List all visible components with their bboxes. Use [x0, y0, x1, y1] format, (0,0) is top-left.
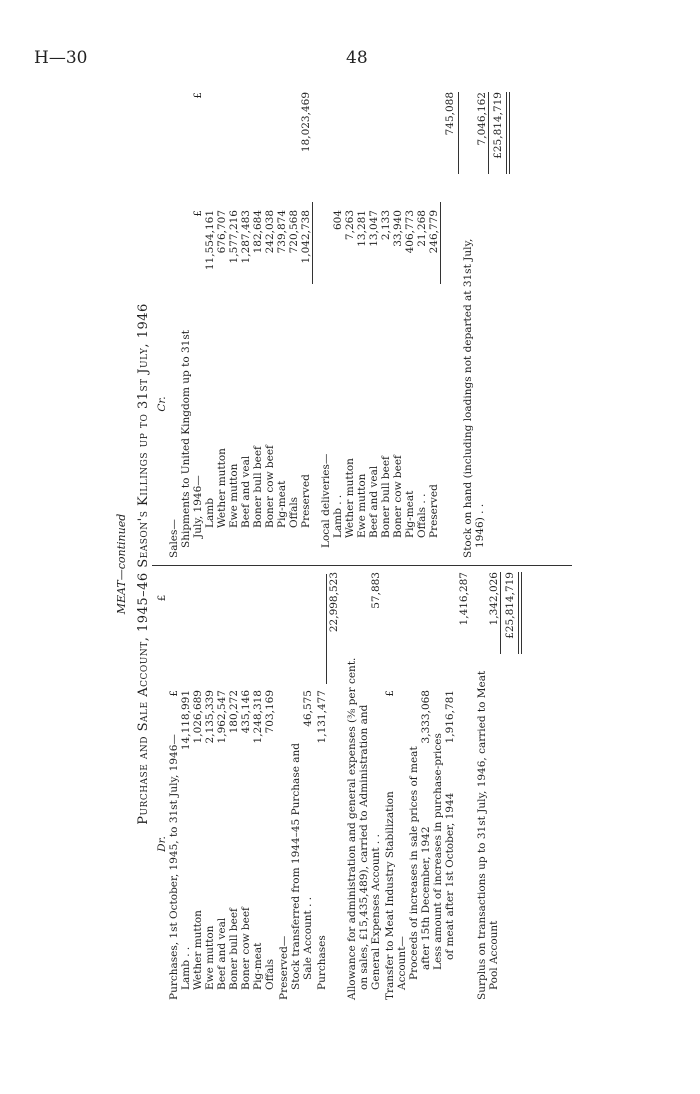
- cr-stock: Stock on hand (including loadings not departed at 31st July,: [462, 238, 474, 558]
- rule: [500, 572, 501, 654]
- dr-item-label: Boner bull beef: [228, 908, 240, 990]
- dr-purchases-heading: Purchases, 1st October, 1945, to 31st July, 1946—: [168, 734, 180, 1000]
- rule: [312, 202, 313, 284]
- cr-shipments-total: 18,023,469: [300, 92, 312, 153]
- cr-ship-label: Boner cow beef: [264, 445, 276, 528]
- cr-ship-label: Ewe mutton: [228, 463, 240, 528]
- dr-less: Less amount of increases in purchase-prices: [432, 733, 444, 970]
- cr-local-label: Pig-meat: [404, 490, 416, 538]
- cr-local-amount: 2,133: [380, 210, 392, 241]
- cr-label: Cr.: [156, 396, 168, 412]
- cr-ship-amount: 242,038: [264, 210, 276, 254]
- cr-local-label: Ewe mutton: [356, 473, 368, 538]
- cr-ship-amount: 11,554,161: [204, 210, 216, 271]
- cr-total: £25,814,719: [492, 92, 504, 159]
- dr-less-cont: of meat after 1st October, 1944: [444, 792, 456, 960]
- dr-allowance-cont: General Expenses Account . .: [370, 834, 382, 990]
- cr-ship-label: Boner bull beef: [252, 446, 264, 528]
- dr-purchases-label: Purchases: [316, 935, 328, 990]
- rule: [326, 574, 327, 684]
- cr-col-currency: £: [192, 210, 204, 217]
- cr-local-label: Boner bull beef: [380, 456, 392, 538]
- dr-allowance: Allowance for administration and general expenses (⅜ per cent.: [346, 657, 358, 1000]
- cr-ship-label: Wether mutton: [216, 448, 228, 528]
- cr-ship-amount: 1,577,216: [228, 210, 240, 264]
- cr-local-amount: 604: [332, 210, 344, 231]
- cr-ship-label: Offals: [288, 496, 300, 528]
- cr-ship-label: Lamb: [204, 498, 216, 528]
- cr-shipments-cont: July, 1946—: [192, 475, 204, 538]
- cr-local-amount: 7,263: [344, 210, 356, 241]
- dr-proceeds-cont: after 15th December, 1942: [420, 826, 432, 970]
- section-title: MEAT—continued: [115, 513, 128, 615]
- cr-local-label: Offals . .: [416, 493, 428, 538]
- dr-allowance-amount: 57,883: [370, 572, 382, 609]
- rule: [506, 92, 507, 174]
- dr-item-amount: 2,135,339: [204, 690, 216, 744]
- dr-item-label: Pig-meat: [252, 942, 264, 990]
- cr-local-heading: Local deliveries—: [320, 453, 332, 548]
- dr-stock-transferred-amount: 46,575: [302, 690, 314, 727]
- dr-proceeds: Proceeds of increases in sale prices of meat: [408, 746, 420, 980]
- dr-transfer-currency: £: [384, 690, 396, 697]
- cr-local-amount: 33,940: [392, 210, 404, 247]
- dr-item-amount: 1,248,318: [252, 690, 264, 744]
- cr-ship-amount: 720,568: [288, 210, 300, 254]
- cr-ship-amount: 182,684: [252, 210, 264, 254]
- cr-stock-cont: 1946) . .: [474, 503, 486, 548]
- dr-currency: £: [156, 594, 168, 602]
- cr-local-amount: 13,281: [356, 210, 368, 247]
- dr-allowance-cont: on sales, £15,435,489), carried to Administration and: [358, 704, 370, 990]
- cr-local-label: Wether mutton: [344, 458, 356, 538]
- cr-ship-label: Beef and veal: [240, 455, 252, 528]
- dr-preserved-heading: Preserved—: [278, 935, 290, 1000]
- dr-item-amount: 703,169: [264, 690, 276, 734]
- rule: [518, 572, 519, 654]
- dr-transfer: Transfer to Meat Industry Stabilization: [384, 791, 396, 1000]
- rule: [488, 92, 489, 174]
- dr-stock-transferred-cont: Sale Account . .: [302, 896, 314, 980]
- cr-local-amount: 13,047: [368, 210, 380, 247]
- dr-item-amount: 1,962,547: [216, 690, 228, 744]
- cr-ship-label: Preserved: [300, 474, 312, 528]
- account-title: Purchase and Sale Account, 1945–46 Season's Killings up to 31st July, 1946: [136, 303, 151, 825]
- dr-total: £25,814,719: [504, 572, 516, 639]
- page-ref: H—30: [34, 48, 88, 68]
- dr-col-currency: £: [168, 690, 180, 697]
- cr-local-amount: 406,773: [404, 210, 416, 254]
- dr-item-amount: 14,118,991: [180, 690, 192, 751]
- dr-item-label: Offals: [264, 958, 276, 990]
- cr-ship-amount: 1,287,483: [240, 210, 252, 264]
- dr-item-label: Boner cow beef: [240, 907, 252, 990]
- dr-item-label: Wether mutton: [192, 910, 204, 990]
- cr-local-label: Boner cow beef: [392, 455, 404, 538]
- dr-purchases-amount: 1,131,477: [316, 690, 328, 744]
- dr-item-amount: 180,272: [228, 690, 240, 734]
- dr-transfer-amount: 1,416,287: [458, 572, 470, 626]
- dr-item-label: Ewe mutton: [204, 925, 216, 990]
- dr-label: Dr.: [156, 836, 168, 852]
- rule: [440, 202, 441, 284]
- dr-surplus-amount: 1,342,026: [488, 572, 500, 626]
- dr-surplus-cont: Pool Account: [488, 920, 500, 990]
- dr-proceeds-amount: 3,333,068: [420, 690, 432, 744]
- cr-outer-currency: £: [192, 92, 204, 99]
- dr-transfer-cont: Account—: [396, 936, 408, 990]
- cr-shipments: Shipments to United Kingdom up to 31st: [180, 330, 192, 548]
- cr-ship-amount: 1,042,738: [300, 210, 312, 264]
- cr-ship-amount: 739,874: [276, 210, 288, 254]
- cr-sales-heading: Sales—: [168, 519, 180, 558]
- cr-local-label: Preserved: [428, 484, 440, 538]
- cr-local-label: Lamb . .: [332, 494, 344, 538]
- dr-less-amount: 1,916,781: [444, 690, 456, 744]
- dr-item-label: Lamb . .: [180, 946, 192, 990]
- rule: [458, 92, 459, 174]
- dr-stock-transferred: Stock transferred from 1944–45 Purchase and: [290, 742, 302, 990]
- cr-local-amount: 246,779: [428, 210, 440, 254]
- rule: [521, 572, 522, 654]
- cr-stock-amount: 7,046,162: [476, 92, 488, 146]
- center-divider: [152, 565, 572, 566]
- cr-ship-label: Pig-meat: [276, 480, 288, 528]
- cr-local-amount: 21,268: [416, 210, 428, 247]
- cr-ship-amount: 676,707: [216, 210, 228, 254]
- cr-local-total: 745,088: [444, 92, 456, 136]
- page-number: 48: [346, 48, 368, 68]
- dr-item-amount: 435,146: [240, 690, 252, 734]
- dr-item-amount: 1,026,689: [192, 690, 204, 744]
- rule: [509, 92, 510, 174]
- dr-surplus: Surplus on transactions up to 31st July, 1946, carried to Meat: [476, 670, 488, 1000]
- dr-purchases-total: 22,998,523: [328, 572, 340, 633]
- cr-local-label: Beef and veal: [368, 465, 380, 538]
- dr-item-label: Beef and veal: [216, 917, 228, 990]
